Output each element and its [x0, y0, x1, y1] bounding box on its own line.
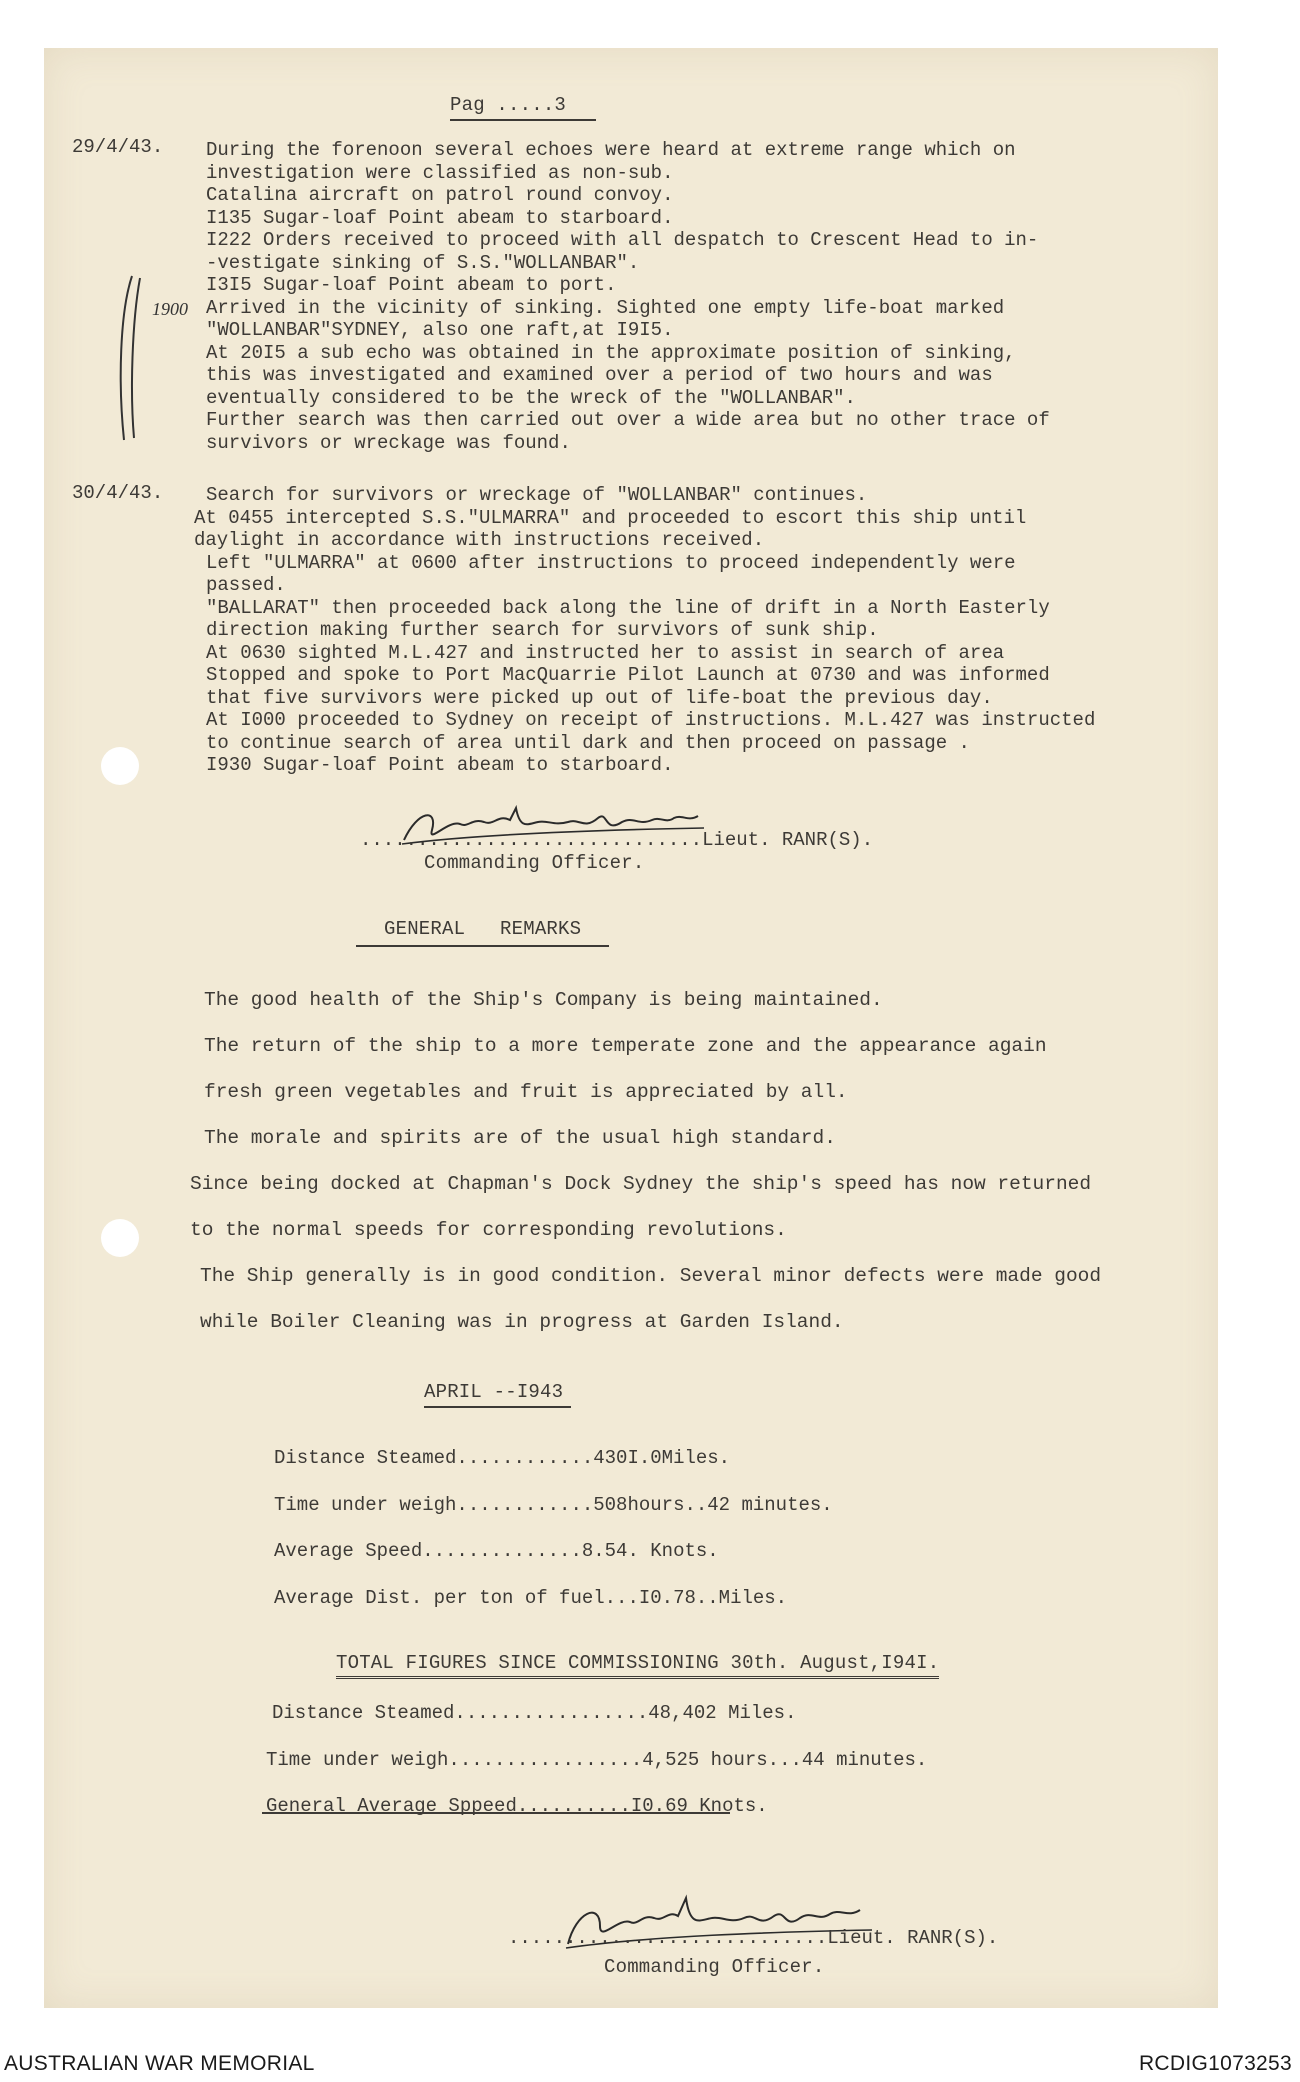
totals-stats — [266, 1690, 927, 1830]
margin-time-note: 1900 — [152, 299, 188, 319]
entry-line: At 0455 intercepted S.S."ULMARRA" and proceeded to escort this ship until — [194, 506, 1027, 529]
stat-line: Average Dist. per ton of fuel...I0.78..Miles. — [274, 1586, 788, 1609]
stat-line: Average Speed..............8.54. Knots. — [274, 1540, 719, 1562]
general-remarks-text — [190, 977, 1102, 1345]
entry-line: Left "ULMARRA" at 0600 after instructions to proceed independently were — [206, 551, 1016, 574]
stat-line: General Average Sppeed..........I0.69 Knots. — [266, 1795, 768, 1817]
entry-line: I135 Sugar-loaf Point abeam to starboard. — [206, 206, 674, 229]
entry-line: I222 Orders received to proceed with all despatch to Crescent Head to in- — [206, 229, 1039, 251]
signature-block-2 — [508, 1927, 998, 1949]
remark-line: while Boiler Cleaning was in progress at Garden Island. — [200, 1311, 844, 1333]
entry-line: At 20I5 a sub echo was obtained in the approximate position of sinking, — [206, 341, 1016, 364]
general-remarks-heading — [356, 918, 609, 947]
april-heading — [424, 1381, 571, 1408]
stat-line: Distance Steamed.................48,402 Miles. — [272, 1702, 797, 1724]
signature-rank: Lieut. RANR(S). — [702, 829, 874, 851]
punch-hole-top — [101, 747, 139, 785]
commanding-officer-label: Commanding Officer. — [604, 1956, 825, 1978]
stat-line: Distance Steamed............430I.0Miles. — [274, 1447, 731, 1469]
totals-heading-text: TOTAL FIGURES SINCE COMMISSIONING 30th. August,I94I. — [336, 1652, 940, 1674]
stat-line: Time under weigh.................4,525 hours...44 minutes. — [266, 1748, 928, 1771]
entry-line: Stopped and spoke to Port MacQuarrie Pilot Launch at 0730 and was informed — [206, 664, 1050, 686]
entry-date: 29/4/43. — [72, 136, 164, 158]
general-remarks-heading-text: GENERAL REMARKS — [384, 918, 582, 940]
totals-heading — [336, 1652, 939, 1679]
remark-line: to the normal speeds for corresponding revolutions. — [190, 1219, 787, 1241]
entry-line: daylight in accordance with instructions received. — [194, 529, 765, 551]
entry-line: "BALLARAT" then proceeded back along the line of drift in a North Easterly — [206, 596, 1050, 619]
entry-line: "WOLLANBAR"SYDNEY, also one raft,at I9I5. — [206, 319, 674, 341]
entry-line: At 0630 sighted M.L.427 and instructed her to assist in search of area — [206, 641, 1005, 664]
april-heading-text: APRIL --I943 — [424, 1381, 564, 1403]
punch-hole-bottom — [101, 1219, 139, 1257]
entry-line: survivors or wreckage was found. — [206, 431, 571, 454]
remark-line: The Ship generally is in good condition. Several minor defects were made good — [200, 1265, 1102, 1287]
entry-line: -vestigate sinking of S.S."WOLLANBAR". — [206, 251, 640, 274]
remark-line: The return of the ship to a more temperate zone and the appearance again — [204, 1035, 1047, 1057]
totals-underline — [262, 1812, 730, 1814]
signature-dots: .............................. — [360, 829, 703, 851]
entry-line: Catalina aircraft on patrol round convoy. — [206, 184, 674, 206]
entry-line: that five survivors were picked up out of life-boat the previous day. — [206, 686, 993, 709]
entry-line: At I000 proceeded to Sydney on receipt of instructions. M.L.427 was instructed — [206, 709, 1096, 731]
stat-line: Time under weigh............508hours..42 minutes. — [274, 1493, 833, 1516]
page-number-text: Pag .....3 — [450, 94, 567, 116]
entry-line: passed. — [206, 574, 286, 596]
footer-institution: AUSTRALIAN WAR MEMORIAL — [4, 2052, 315, 2075]
entry-text — [194, 484, 1096, 777]
margin-bracket-mark — [110, 272, 150, 444]
entry-line: this was investigated and examined over a period of two hours and was — [206, 364, 993, 386]
commanding-officer-label: Commanding Officer. — [424, 852, 645, 874]
entry-line: direction making further search for survivors of sunk ship. — [206, 619, 879, 641]
signature-block-1 — [360, 829, 873, 851]
entry-line: Arrived in the vicinity of sinking. Sighted one empty life-boat marked — [206, 296, 1005, 319]
entry-line: to continue search of area until dark and then proceed on passage . — [206, 731, 970, 754]
remark-line: The good health of the Ship's Company is being maintained. — [204, 989, 883, 1011]
remark-line: fresh green vegetables and fruit is appreciated by all. — [204, 1081, 848, 1103]
entry-line: Search for survivors or wreckage of "WOLLANBAR" continues. — [206, 484, 868, 506]
footer-record-id: RCDIG1073253 — [1138, 2052, 1292, 2075]
entry-line: investigation were classified as non-sub. — [206, 161, 674, 184]
april-stats — [274, 1435, 833, 1621]
entry-line: I3I5 Sugar-loaf Point abeam to port. — [206, 274, 617, 296]
page-number — [450, 94, 596, 121]
entry-date: 30/4/43. — [72, 482, 164, 504]
signature-dots: ............................ — [508, 1927, 828, 1949]
remark-line: The morale and spirits are of the usual high standard. — [204, 1127, 836, 1149]
entry-line: Further search was then carried out over a wide area but no other trace of — [206, 409, 1050, 431]
entry-line: I930 Sugar-loaf Point abeam to starboard. — [206, 754, 674, 776]
signature-rank: Lieut. RANR(S). — [827, 1927, 999, 1949]
entry-line: eventually considered to be the wreck of the "WOLLANBAR". — [206, 386, 856, 409]
remark-line: Since being docked at Chapman's Dock Sydney the ship's speed has now returned — [190, 1173, 1092, 1195]
entry-line: During the forenoon several echoes were heard at extreme range which on — [206, 139, 1016, 161]
entry-text — [206, 139, 1050, 454]
